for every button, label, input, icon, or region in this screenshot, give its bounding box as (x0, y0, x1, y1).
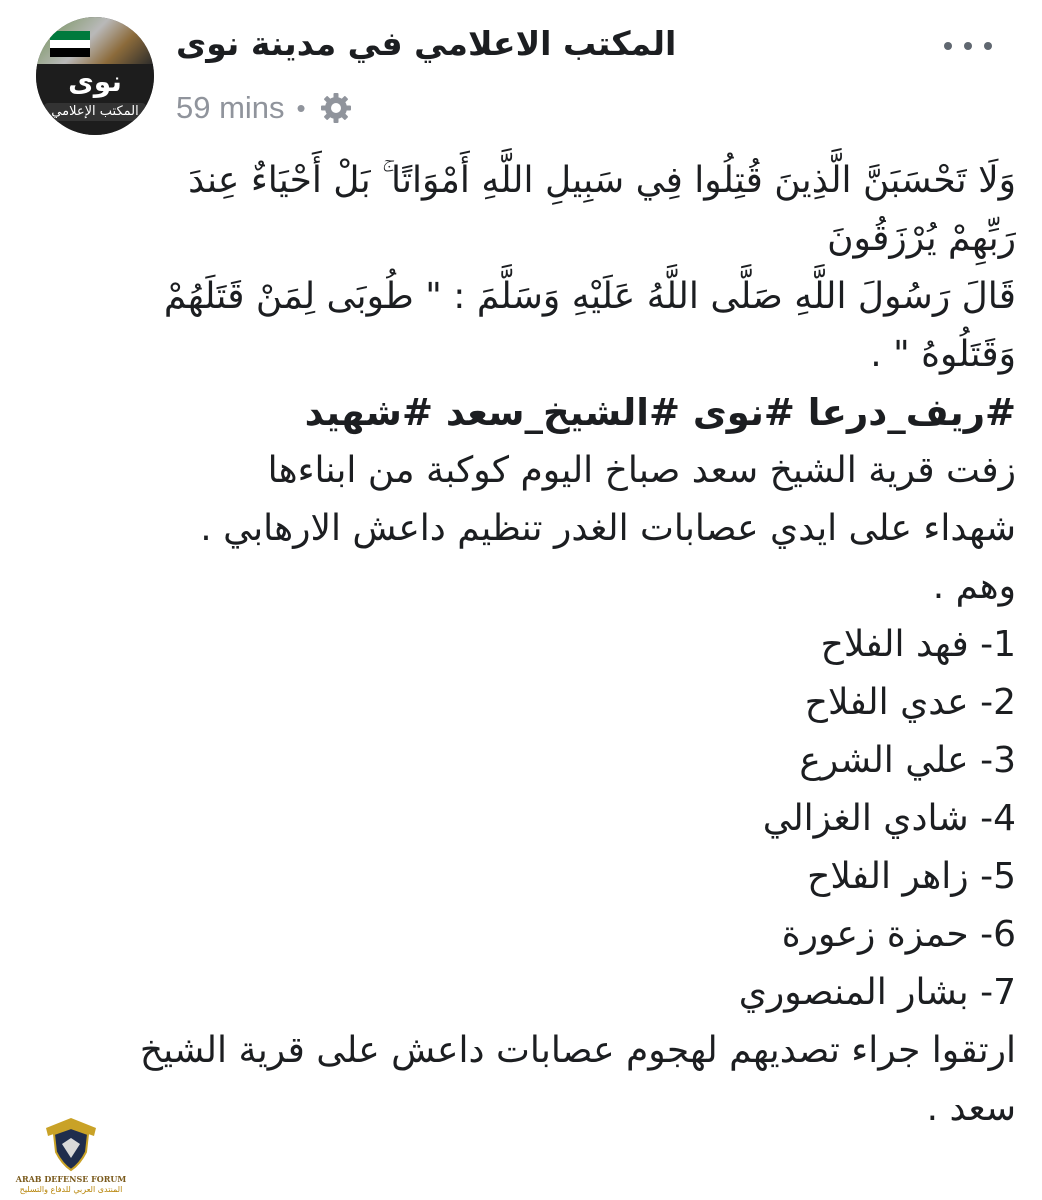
closing-line: ارتقوا جراء تصديهم لهجوم عصابات داعش على قرية الشيخ (139, 1030, 1016, 1071)
list-item: 1- فهد الفلاح (820, 624, 1016, 665)
quran-verse-line: رَبِّهِمْ يُرْزَقُونَ (827, 218, 1016, 259)
hashtag-link[interactable]: #شهيد (304, 391, 433, 434)
hadith-line: وَقَتَلُوهُ " . (870, 334, 1016, 375)
list-item: 2- عدي الفلاح (804, 682, 1016, 723)
post-meta (176, 86, 354, 130)
page-avatar[interactable] (36, 17, 154, 135)
avatar-logo-title: نوى (68, 65, 122, 98)
quran-verse-line: وَلَا تَحْسَبَنَّ الَّذِينَ قُتِلُوا فِي سَبِيلِ اللَّهِ أَمْوَاتًا ۚ بَلْ أَحْيَاءٌ عِندَ (188, 160, 1016, 201)
watermark-subtitle: المنتدى العربي للدفاع والتسليح (19, 1185, 123, 1194)
list-item: 5- زاهر الفلاح (807, 856, 1016, 897)
hashtag-link[interactable]: #ريف_درعا (807, 391, 1016, 434)
closing-line: سعد . (926, 1088, 1016, 1129)
intro-line: شهداء على ايدي عصابات الغدر تنظيم داعش الارهابي . (200, 508, 1016, 549)
hadith-line: قَالَ رَسُولَ اللَّهِ صَلَّى اللَّهُ عَلَيْهِ وَسَلَّمَ : " طُوبَى لِمَنْ قَتَلَهُمْ (163, 276, 1016, 317)
avatar-logo-subtitle: المكتب الإعلامي (44, 103, 146, 121)
martyrs-list (28, 616, 1016, 1022)
more-dot (964, 42, 972, 50)
list-item: 6- حمزة زعورة (781, 914, 1016, 955)
post-header (0, 0, 1042, 150)
shield-eagle-logo-icon (44, 1114, 98, 1172)
intro-line: وهم . (932, 566, 1016, 607)
list-item: 7- بشار المنصوري (738, 972, 1016, 1013)
syrian-flag-icon (50, 31, 90, 57)
watermark-logo (6, 1110, 136, 1198)
intro-line: زفت قرية الشيخ سعد صباخ اليوم كوكبة من ابناءها (267, 450, 1016, 491)
page-name-link[interactable]: المكتب الاعلامي في مدينة نوى (176, 24, 677, 63)
more-dot (984, 42, 992, 50)
hashtag-link[interactable]: #نوى (692, 391, 795, 434)
post-body (28, 152, 1016, 1138)
more-dot (944, 42, 952, 50)
hashtags-line (28, 384, 1016, 442)
hashtag-link[interactable]: #الشيخ_سعد (445, 391, 680, 434)
more-options-button[interactable] (944, 34, 992, 58)
list-item: 4- شادي الغزالي (762, 798, 1016, 839)
watermark-title: ARAB DEFENSE FORUM (15, 1174, 127, 1184)
post-timestamp[interactable]: 59 mins (176, 90, 285, 125)
gear-icon[interactable] (318, 90, 354, 126)
meta-separator: • (296, 92, 306, 123)
list-item: 3- علي الشرع (799, 740, 1016, 781)
